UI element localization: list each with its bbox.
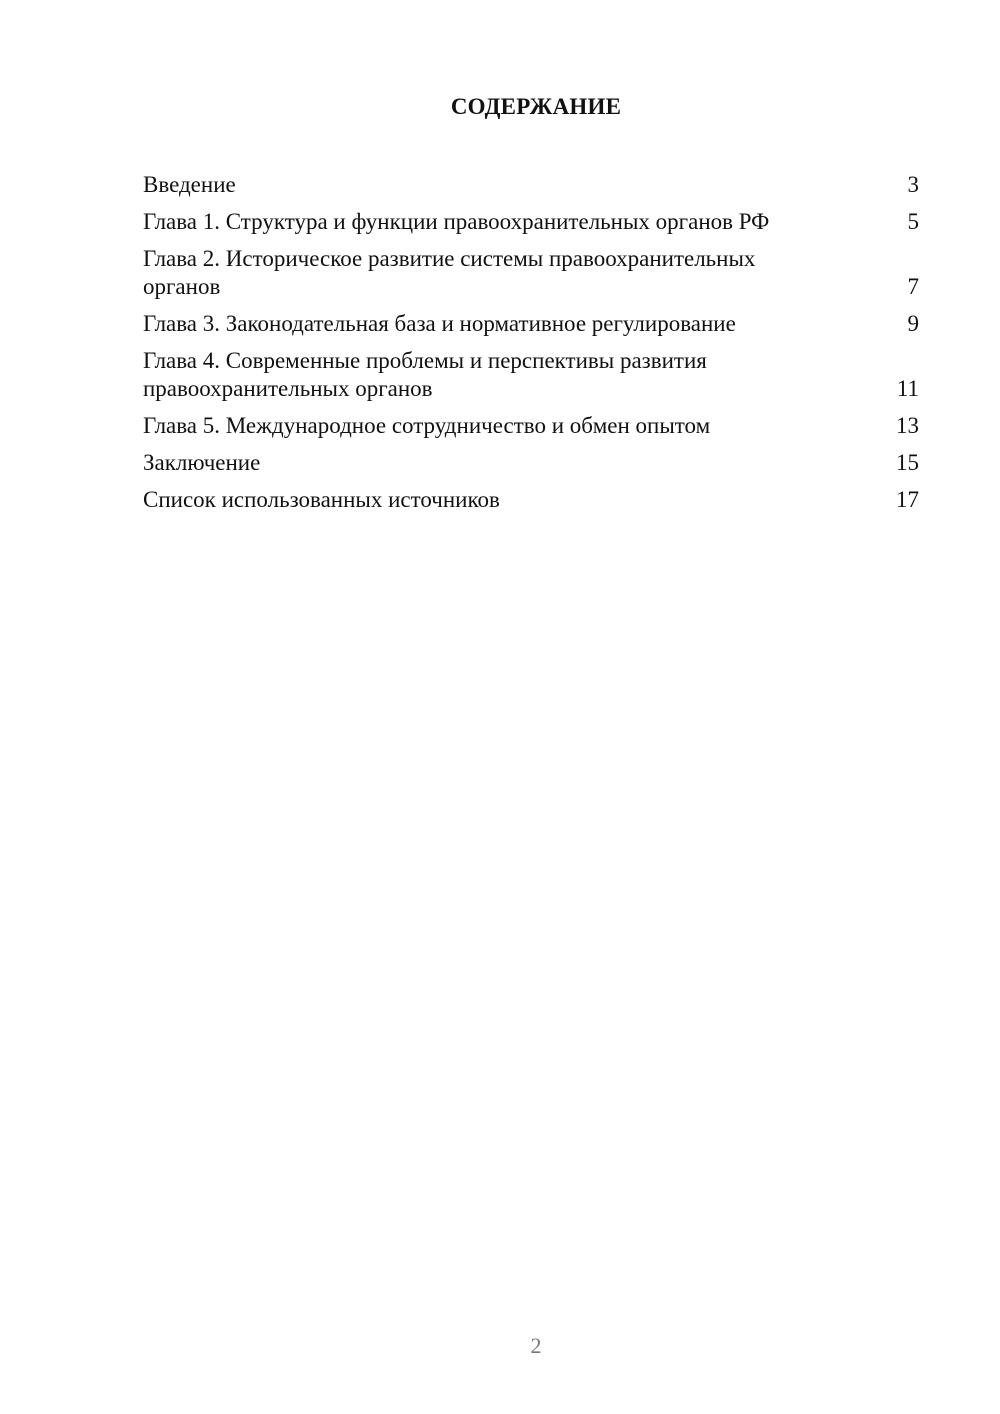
toc-entry-page: 3 — [907, 172, 919, 197]
toc-entry-title: Глава 4. Современные проблемы и перспективы развития правоохранительных органов — [143, 348, 707, 401]
toc-entry-page: 7 — [907, 274, 919, 299]
toc-entry — [143, 310, 919, 338]
toc-entry — [143, 412, 919, 440]
toc-entry-title: Глава 3. Законодательная база и нормативное регулирование — [143, 311, 736, 336]
toc-entry — [143, 449, 919, 477]
toc-entry — [143, 208, 919, 236]
toc-entry — [143, 486, 919, 514]
table-of-contents — [143, 171, 919, 523]
toc-entry-title: Глава 2. Историческое развитие системы правоохранительных органов — [143, 246, 756, 299]
toc-entry-title: Глава 1. Структура и функции правоохранительных органов РФ — [143, 209, 770, 234]
toc-entry-title: Глава 5. Международное сотрудничество и обмен опытом — [143, 413, 711, 438]
toc-entry — [143, 171, 919, 199]
toc-entry-title: Заключение — [143, 450, 261, 475]
toc-entry-page: 13 — [896, 413, 919, 438]
toc-entry — [143, 245, 919, 301]
toc-entry — [143, 347, 919, 403]
page-number: 2 — [530, 1333, 542, 1358]
toc-entry-title: Список использованных источников — [143, 487, 500, 512]
toc-entry-page: 15 — [896, 450, 919, 475]
toc-entry-page: 5 — [907, 209, 919, 234]
page-title: СОДЕРЖАНИЕ — [450, 94, 622, 119]
toc-entry-title: Введение — [143, 172, 236, 197]
toc-entry-page: 9 — [907, 311, 919, 336]
toc-entry-page: 17 — [896, 487, 919, 512]
toc-entry-page: 11 — [896, 376, 919, 401]
